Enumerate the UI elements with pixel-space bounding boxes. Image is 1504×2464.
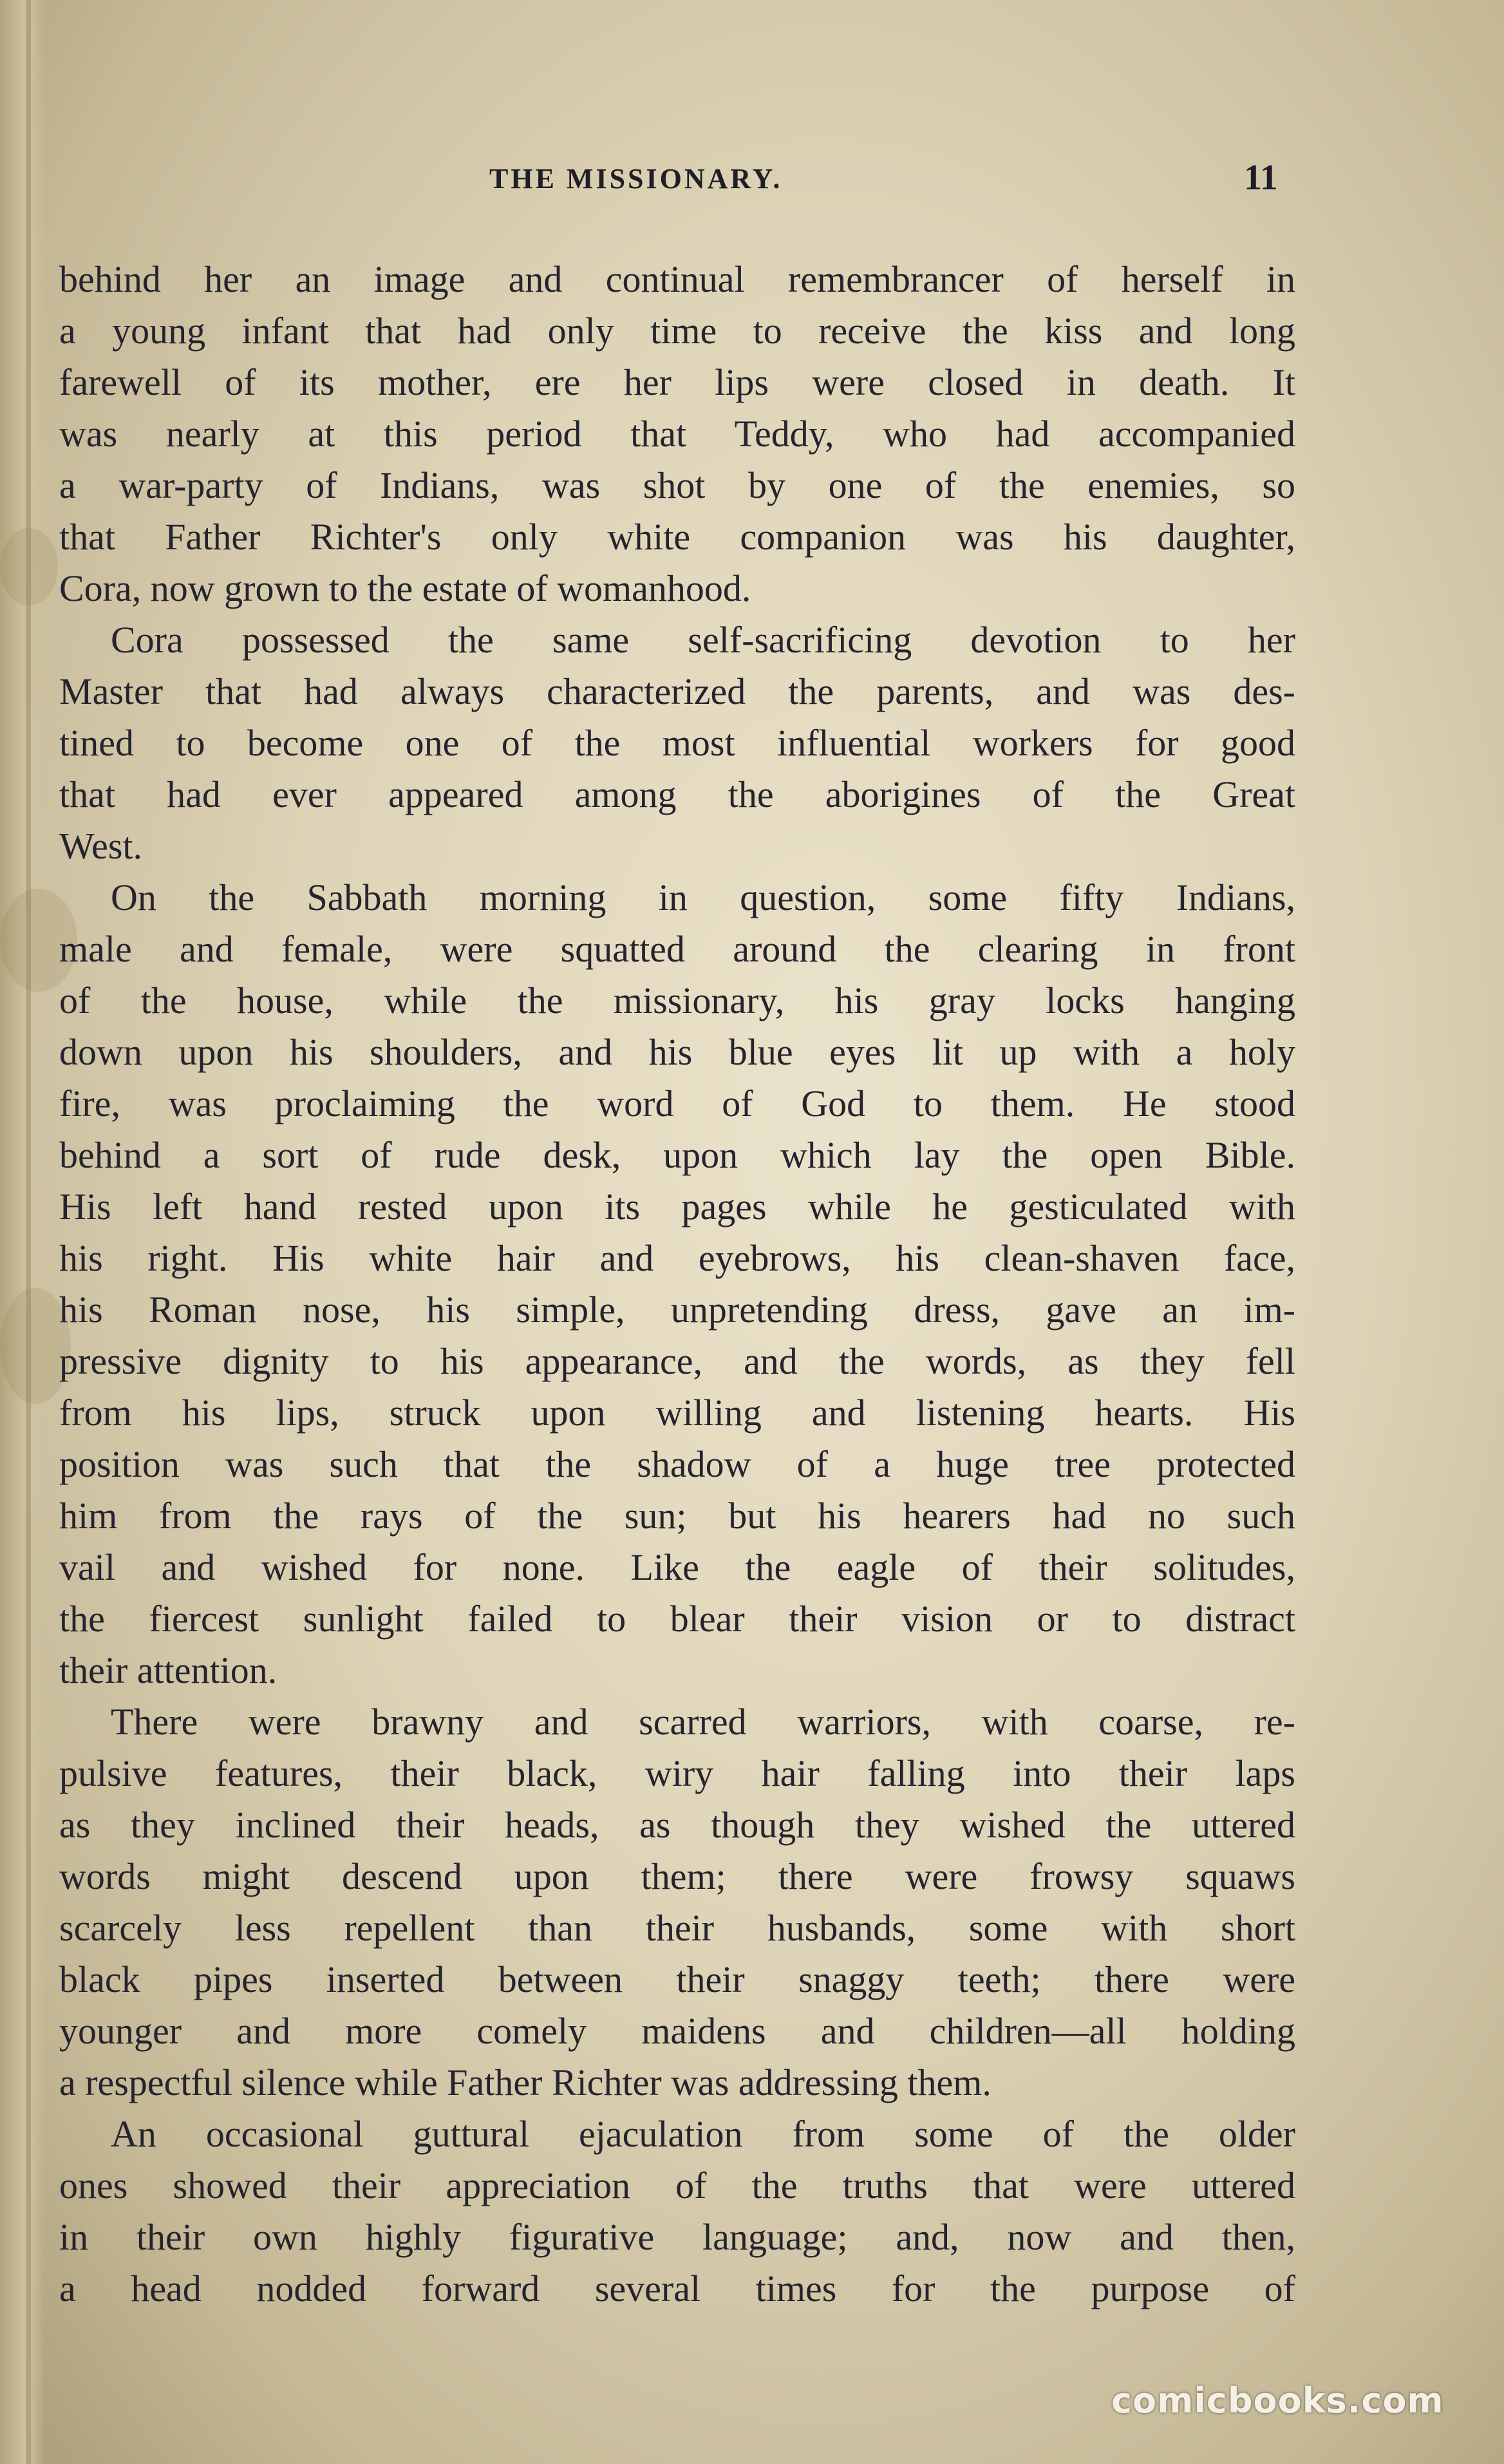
text-line: behind her an image and continual remembrancer of herself in [59, 258, 1295, 300]
text-line: a head nodded forward several times for the purpose of [59, 2268, 1295, 2309]
text-line: their attention. [59, 1649, 277, 1691]
spine-shadow [26, 0, 31, 2464]
text-line: tined to become one of the most influential workers for good [59, 722, 1295, 764]
text-line: male and female, were squatted around the clearing in front [59, 928, 1295, 970]
page-number: 11 [1244, 158, 1278, 198]
text-line: On the Sabbath morning in question, some fifty Indians, [111, 877, 1295, 918]
text-line: him from the rays of the sun; but his hearers had no such [59, 1495, 1295, 1537]
page-edge [0, 0, 45, 2464]
text-line: his right. His white hair and eyebrows, his clean-shaven face, [59, 1237, 1295, 1279]
text-line: younger and more comely maidens and children—all holding [59, 2010, 1295, 2052]
text-line: His left hand rested upon its pages while he gesticulated with [59, 1186, 1295, 1227]
text-line: his Roman nose, his simple, unpretending dress, gave an im- [59, 1289, 1295, 1331]
text-line: farewell of its mother, ere her lips were closed in death. It [59, 361, 1295, 403]
text-line: position was such that the shadow of a huge tree protected [59, 1443, 1295, 1485]
body-text [59, 254, 1295, 2327]
text-line: ones showed their appreciation of the truths that were uttered [59, 2165, 1295, 2206]
text-line: that Father Richter's only white companion was his daughter, [59, 516, 1295, 558]
running-head: THE MISSIONARY. [489, 163, 783, 194]
text-line: as they inclined their heads, as though they wished the uttered [59, 1804, 1295, 1846]
text-line: behind a sort of rude desk, upon which lay the open Bible. [59, 1134, 1295, 1176]
text-line: of the house, while the missionary, his gray locks hanging [59, 980, 1295, 1021]
paper-stain [0, 528, 58, 605]
text-line: down upon his shoulders, and his blue eyes lit up with a holy [59, 1031, 1295, 1073]
text-line: vail and wished for none. Like the eagle of their solitudes, [59, 1546, 1295, 1588]
text-line: pressive dignity to his appearance, and the words, as they fell [59, 1340, 1295, 1382]
text-line: fire, was proclaiming the word of God to them. He stood [59, 1083, 1295, 1124]
text-line: An occasional guttural ejaculation from some of the older [111, 2113, 1295, 2155]
text-line: pulsive features, their black, wiry hair falling into their laps [59, 1752, 1295, 1794]
text-line: a young infant that had only time to receive the kiss and long [59, 310, 1295, 352]
text-line: West. [59, 825, 143, 867]
text-line: There were brawny and scarred warriors, with coarse, re- [111, 1701, 1295, 1743]
text-line: was nearly at this period that Teddy, who had accompanied [59, 413, 1295, 455]
text-line: black pipes inserted between their snaggy teeth; there were [59, 1958, 1295, 2000]
text-line: a war-party of Indians, was shot by one of the enemies, so [59, 464, 1295, 506]
text-line: that had ever appeared among the aborigines of the Great [59, 773, 1295, 815]
text-line: the fiercest sunlight failed to blear their vision or to distract [59, 1598, 1295, 1640]
text-line: Cora possessed the same self-sacrificing devotion to her [111, 619, 1295, 661]
text-line: Cora, now grown to the estate of womanhood. [59, 567, 751, 609]
watermark: comicbooks.com [1111, 2380, 1444, 2421]
text-line: Master that had always characterized the parents, and was des- [59, 670, 1295, 712]
text-line: in their own highly figurative language; and, now and then, [59, 2216, 1295, 2258]
text-line: words might descend upon them; there were frowsy squaws [59, 1855, 1295, 1897]
text-line: scarcely less repellent than their husbands, some with short [59, 1907, 1295, 1949]
text-line: from his lips, struck upon willing and listening hearts. His [59, 1392, 1295, 1434]
text-line: a respectful silence while Father Richter was addressing them. [59, 2061, 992, 2103]
